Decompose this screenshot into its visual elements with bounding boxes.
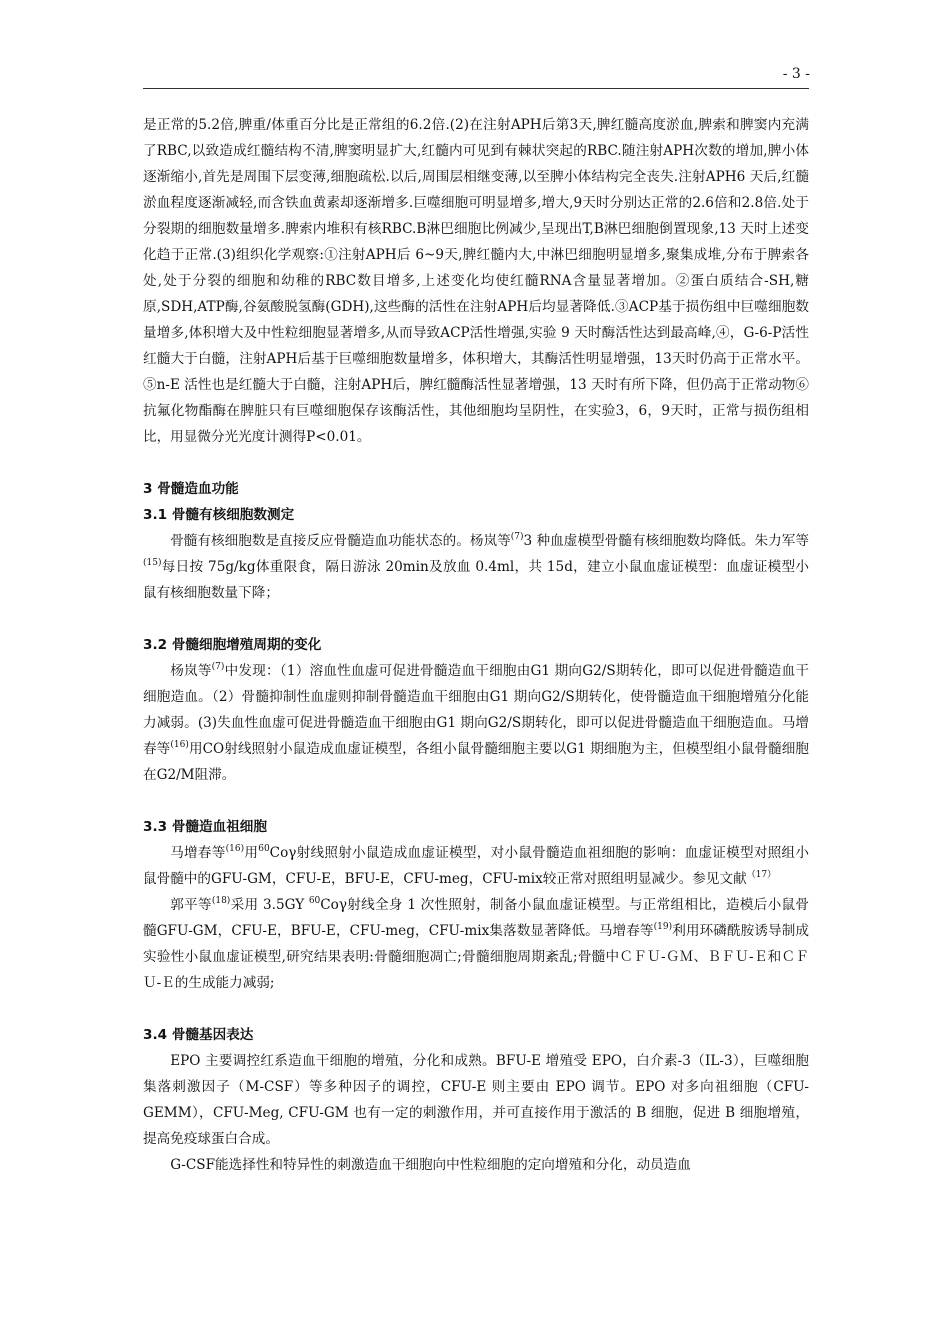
text: Coγ射线全身 1 次性照射，制备小鼠血虚证模型。与正常组相比，造模后小鼠骨髓GFU-GM，CFU-E，BFU-E，CFU-meg，CFU-mix集落数显著降低。马增春等 [143,897,810,939]
text: 每日按 75g/kg体重限食，隔日游泳 20min及放血 0.4ml，共 15d，建立小鼠血虚证模型：血虚证模型小鼠有核细胞数量下降； [143,559,809,601]
citation: (7) [510,532,524,542]
text: 骨髓有核细胞数是直接反应骨髓造血功能状态的。杨岚等 [170,533,511,549]
text: 中发现：（1）溶血性血虚可促进骨髓造血干细胞由G1 期向G2/S期转化，即可以促进骨髓造血干细胞造血。（2）骨髓抑制性血虚则抑制骨髓造血干细胞由G1 期向G2/S期转化，使骨髓造血干细胞增殖分化能力减弱。(3)失血性血虚可促进骨髓造血干细胞由G1 期向G2/S期转化，即可以促进骨髓造血干细胞造血。马增春等 [143,663,810,757]
paragraph-3-2 [143,658,809,788]
isotope-number: 60 [308,896,321,906]
paragraph-3-3-b [143,892,809,996]
text: 马增春等 [170,845,226,861]
paragraph-3-1 [143,528,809,606]
header-rule [143,88,809,89]
paragraph-3-3-a [143,840,809,892]
paragraph-3-4-a: EPO 主要调控红系造血干细胞的增殖，分化和成熟。BFU-E 增殖受 EPO，白介素-3（IL-3），巨噬细胞集落刺激因子（M-CSF）等多种因子的调控，CFU-E 则主要由 EPO 调节。EPO 对多向祖细胞（CFU-GEMM），CFU-Meg, CFU-GM 也有一定的刺激作用，并可直接作用于激活的 B 细胞，促进 B 细胞增殖，提高免疫球蛋白合成。 [143,1053,809,1147]
page-number: - 3 - [782,66,810,82]
subsection-heading-3-4: 3.4 骨髓基因表达 [143,1027,254,1043]
citation: (19) [653,922,673,932]
citation: (7) [211,662,225,672]
citation: （17） [746,870,777,880]
citation: (16) [225,844,245,854]
text: 3 种血虚模型骨髓有核细胞数均降低。朱力军等 [523,533,810,549]
paragraph-3-4-b: G-CSF能选择性和特异性的刺激造血干细胞向中性粒细胞的定向增殖和分化，动员造血 [170,1157,691,1173]
text: 郭平等 [170,897,212,913]
section-heading-3: 3 骨髓造血功能 [143,481,239,497]
text: 用 [244,845,259,861]
text: 利用环磷酰胺诱导制成实验性小鼠血虚证模型,研究结果表明:骨髓细胞凋亡;骨髓细胞周期紊乱;骨髓中ＣＦＵ-ＧＭ、ＢＦＵ-Ｅ和ＣＦＵ-Ｅ的生成能力减弱; [143,923,809,991]
paragraph-intro: 是正常的5.2倍,脾重/体重百分比是正常组的6.2倍.(2)在注射APH后第3天,脾红髓高度淤血,脾索和脾窦内充满了RBC,以致造成红髓结构不清,脾窦明显扩大,红髓内可见到有棘状突起的RBC.随注射APH次数的增加,脾小体逐渐缩小,首先是周围下层变薄,细胞疏松.以后,周围层相继变薄,以至脾小体结构完全丧失.注射APH6 天后,红髓淤血程度逐渐减轻,而含铁血黄素却逐渐增多.巨噬细胞可明显增多,增大,9天时分别达正常的2.6倍和2.8倍.处于分裂期的细胞数量增多.脾索内堆积有核RBC.B淋巴细胞比例减少,呈现出T,B淋巴细胞倒置现象,13 天时上述变化趋于正常.(3)组织化学观察:①注射APH后 6~9天,脾红髓内大,中淋巴细胞明显增多,聚集成堆,分布于脾索各处,处于分裂的细胞和幼稚的RBC数目增多,上述变化均使红髓RNA含量显著增加。②蛋白质结合-SH,糖原,SDH,ATP酶,谷氨酸脱氢酶(GDH),这些酶的活性在注射APH后均显著降低.③ACP基于损伤组中巨噬细胞数量增多,体积增大及中性粒细胞显著增多,从而导致ACP活性增强,实验 9 天时酶活性达到最高峰,④，G-6-P活性红髓大于白髓，注射APH后基于巨噬细胞数量增多，体积增大，其酶活性明显增强，13天时仍高于正常水平。⑤n-E 活性也是红髓大于白髓，注射APH后，脾红髓酶活性显著增强，13 天时有所下降，但仍高于正常动物⑥抗氟化物酯酶在脾脏只有巨噬细胞保存该酶活性，其他细胞均呈阴性，在实验3，6，9天时，正常与损伤组相比，用显微分光光度计测得P<0.01。 [143,117,809,445]
citation: (16) [170,740,189,750]
text: 杨岚等 [170,663,212,679]
subsection-heading-3-2: 3.2 骨髓细胞增殖周期的变化 [143,637,322,653]
citation: (18) [211,896,231,906]
subsection-heading-3-1: 3.1 骨髓有核细胞数测定 [143,507,295,523]
isotope-number: 60 [258,844,270,854]
document-body [143,112,809,1178]
text: 采用 3.5GY [230,897,309,913]
text: 用CO射线照射小鼠造成血虚证模型，各组小鼠骨髓细胞主要以G1 期细胞为主，但模型组小鼠骨髓细胞在G2/M阻滞。 [143,741,810,783]
text: Coγ射线照射小鼠造成血虚证模型，对小鼠骨髓造血祖细胞的影响：血虚证模型对照组小鼠骨髓中的GFU-GM，CFU-E，BFU-E，CFU-meg，CFU-mix较正常对照组明显减少。参见文献 [143,845,810,887]
subsection-heading-3-3: 3.3 骨髓造血祖细胞 [143,819,267,835]
citation: (15) [143,558,162,568]
